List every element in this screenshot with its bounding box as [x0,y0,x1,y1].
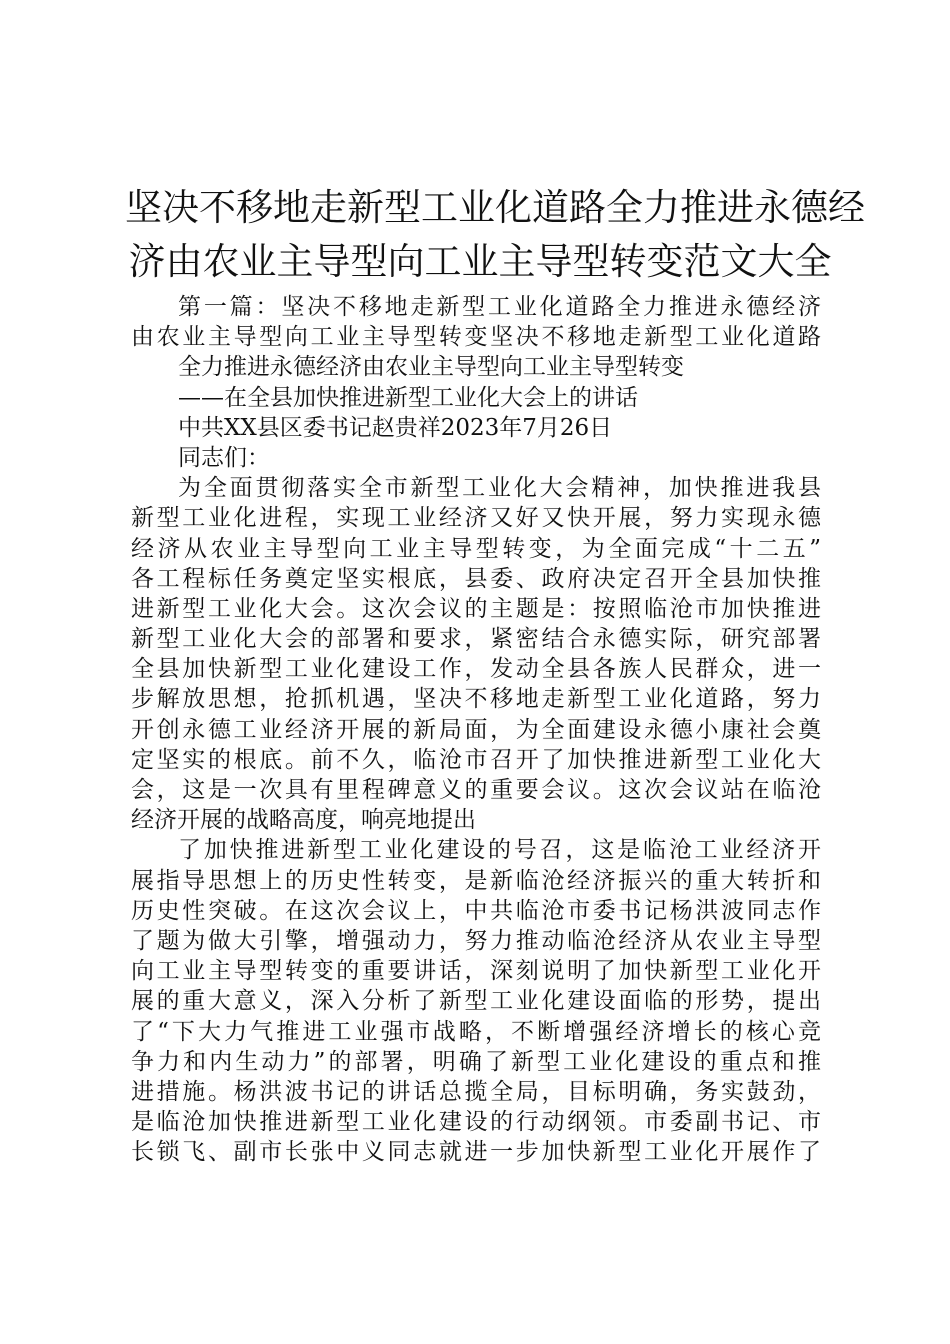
text-line: 新型工业化进程，实现工业经济又好又快开展，努力实现永德 [131,505,821,532]
text-line: 全县加快新型工业化建设工作，发动全县各族人民群众，进一 [131,656,821,683]
text-line: 了题为做大引擎，增强动力，努力推动临沧经济从农业主导型 [131,927,821,954]
text-line: 向工业主导型转变的重要讲话，深刻说明了加快新型工业化开 [131,958,821,985]
text-line: 经济从农业主导型向工业主导型转变，为全面完成“十二五” [131,535,821,562]
text-line: 进措施。杨洪波书记的讲话总揽全局，目标明确，务实鼓劲， [131,1078,821,1105]
text-line: 历史性突破。在这次会议上，中共临沧市委书记杨洪波同志作 [131,897,821,924]
document-body [131,292,821,1167]
text-line: 开创永德工业经济开展的新局面，为全面建设永德小康社会奠 [131,716,821,743]
text-line: 定坚实的根底。前不久，临沧市召开了加快推进新型工业化大 [131,746,821,773]
text-line: ——在全县加快推进新型工业化大会上的讲话 [178,384,638,411]
text-line: 各工程标任务奠定坚实根底，县委、政府决定召开全县加快推 [131,565,821,592]
text-line: 了加快推进新型工业化建设的号召，这是临沧工业经济开 [178,837,821,864]
text-line: 展的重大意义，深入分析了新型工业化建设面临的形势，提出 [131,988,821,1015]
text-line: 由农业主导型向工业主导型转变坚决不移地走新型工业化道路 [131,324,821,351]
text-line: 第一篇：坚决不移地走新型工业化道路全力推进永德经济 [178,294,821,320]
text-line: 为全面贯彻落实全市新型工业化大会精神，加快推进我县 [178,475,821,502]
text-line: 进新型工业化大会。这次会议的主题是：按照临沧市加快推进 [131,595,821,622]
document-title-line-2: 济由农业主导型向工业主导型转变范文大全 [128,240,832,283]
text-line: 经济开展的战略高度，响亮地提出 [131,807,476,834]
text-line: 步解放思想，抢抓机遇，坚决不移地走新型工业化道路，努力 [131,686,821,713]
text-line: 争力和内生动力”的部署，明确了新型工业化建设的重点和推 [131,1048,821,1075]
text-line: 长锁飞、副市长张中义同志就进一步加快新型工业化开展作了 [131,1139,821,1166]
text-line: 全力推进永德经济由农业主导型向工业主导型转变 [178,354,684,381]
text-line: 了“下大力气推进工业强市战略，不断增强经济增长的核心竞 [131,1018,821,1045]
text-line: 是临沧加快推进新型工业化建设的行动纲领。市委副书记、市 [131,1109,821,1136]
text-line: 同志们： [178,444,270,471]
text-line: 中共XX县区委书记赵贵祥2023年7月26日 [178,414,613,441]
text-line: 展指导思想上的历史性转变，是新临沧经济振兴的重大转折和 [131,867,821,894]
text-line: 会，这是一次具有里程碑意义的重要会议。这次会议站在临沧 [131,777,821,803]
text-line: 新型工业化大会的部署和要求，紧密结合永德实际，研究部署 [131,626,821,653]
document-title-line-1: 坚决不移地走新型工业化道路全力推进永德经 [125,186,865,229]
